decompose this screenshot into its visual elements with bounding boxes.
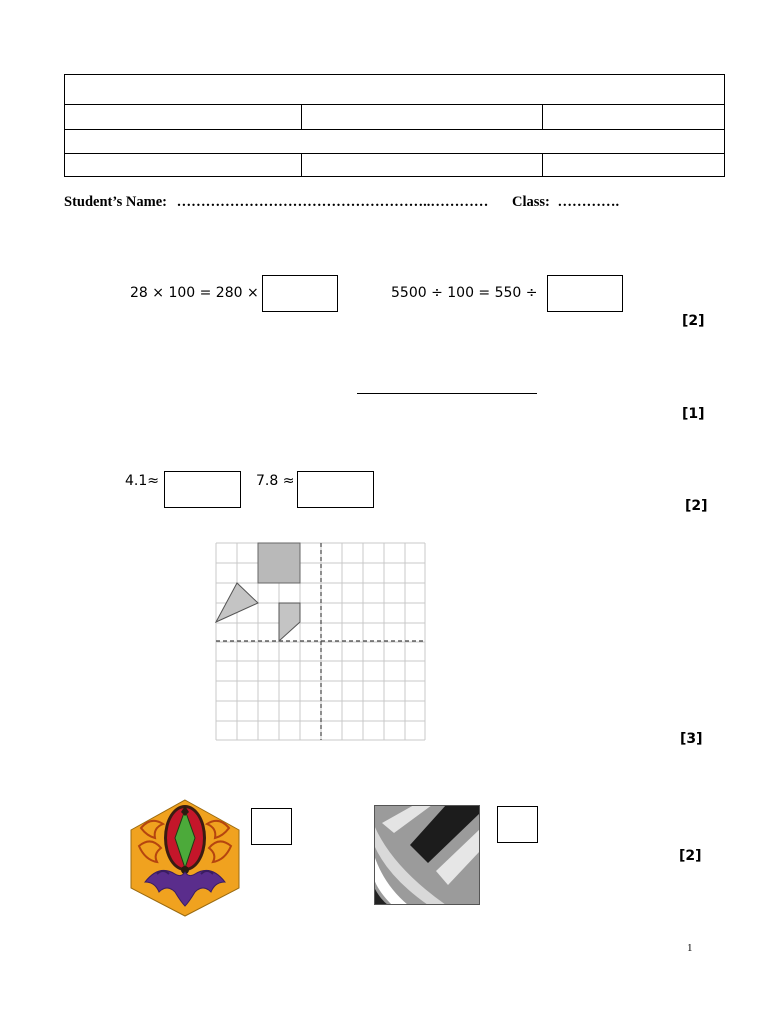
hexagon-motif-image: [127, 798, 243, 918]
header-col-divider: [542, 104, 543, 129]
header-row-divider: [65, 104, 724, 105]
q3-right-label: 7.8 ≈: [256, 473, 295, 489]
class-field[interactable]: ………….: [557, 194, 620, 210]
page-number: 1: [687, 942, 693, 954]
q1-mark: [2]: [682, 313, 705, 329]
grey-trapezium-shape: [279, 603, 300, 641]
coordinate-grid: [214, 541, 428, 743]
q1-left-answer-box[interactable]: [262, 275, 338, 312]
q2-answer-line[interactable]: [357, 393, 537, 394]
grey-square-shape: [258, 543, 300, 583]
header-col-divider: [301, 104, 302, 129]
q1-right-expression: 5500 ÷ 100 = 550 ÷: [391, 285, 538, 301]
q5-left-answer-box[interactable]: [251, 808, 292, 845]
q3-left-answer-box[interactable]: [164, 471, 241, 508]
q5-right-answer-box[interactable]: [497, 806, 538, 843]
q4-mark: [3]: [680, 731, 703, 747]
header-col-divider: [301, 153, 302, 177]
q1-right-answer-box[interactable]: [547, 275, 623, 312]
q2-mark: [1]: [682, 406, 705, 422]
class-label: Class:: [511, 194, 550, 210]
header-row-divider: [65, 153, 724, 154]
student-info-line: [64, 194, 619, 211]
q1-left-expression: 28 × 100 = 280 ×: [130, 285, 259, 301]
header-table: [64, 74, 725, 177]
q3-left-label: 4.1≈: [125, 473, 159, 489]
header-row-divider: [65, 129, 724, 130]
q3-right-answer-box[interactable]: [297, 471, 374, 508]
student-name-label: Student’s Name:: [64, 194, 167, 210]
q3-mark: [2]: [685, 498, 708, 514]
student-name-field[interactable]: ……………………………………………..…………: [176, 194, 489, 210]
striped-tile-image: [374, 805, 480, 905]
header-col-divider: [542, 153, 543, 177]
q5-mark: [2]: [679, 848, 702, 864]
